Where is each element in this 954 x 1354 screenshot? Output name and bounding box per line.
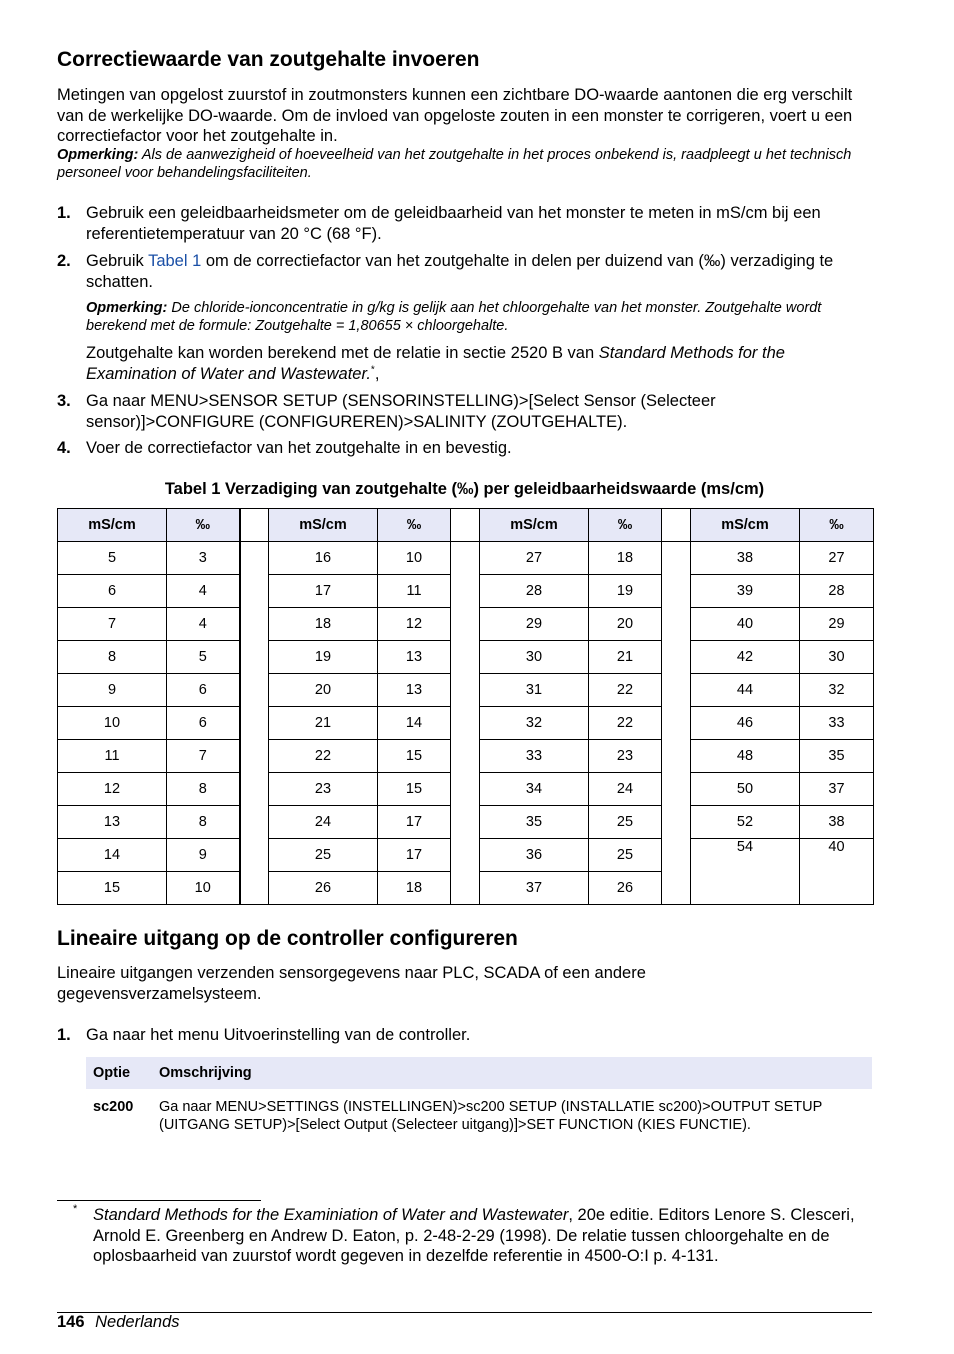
table-gap [662, 542, 691, 575]
table-header-row [58, 509, 874, 542]
cell-ms: 42 [691, 641, 800, 674]
table-gap [451, 608, 480, 641]
cell-ms: 28 [480, 575, 589, 608]
cell-permille: 25 [589, 806, 662, 839]
table-gap [451, 641, 480, 674]
cell-ms: 50 [691, 773, 800, 806]
cell-permille: 23 [589, 740, 662, 773]
step-text: Voer de correctiefactor van het zoutgehalte in en bevestig. [86, 439, 512, 457]
cell-permille: 4 [167, 608, 240, 641]
cell-ms: 46 [691, 707, 800, 740]
footnote-ref[interactable]: * [370, 364, 375, 375]
cell-permille: 26 [589, 872, 662, 905]
table-gap [240, 641, 269, 674]
linear-output-intro: Lineaire uitgangen verzenden sensorgegevens naar PLC, SCADA of een andere gegevensverzamelsysteem. [57, 964, 646, 1003]
cell-ms: 37 [480, 872, 589, 905]
cell-permille: 30 [800, 641, 874, 674]
cell-permille: 22 [589, 674, 662, 707]
step-3 [57, 391, 872, 432]
cell-ms: 17 [269, 575, 378, 608]
note-label: Opmerking: [86, 300, 168, 316]
table-gap [240, 575, 269, 608]
cell-ms: 6 [58, 575, 167, 608]
cell-permille: 20 [589, 608, 662, 641]
cell-permille: 19 [589, 575, 662, 608]
col-header-permille: ‰ [800, 509, 874, 542]
col-header-ms: mS/cm [58, 509, 167, 542]
table-gap [662, 839, 691, 872]
linear-step-1 [57, 1025, 872, 1046]
table-row [58, 773, 874, 806]
cell-permille: 6 [167, 674, 240, 707]
cell-ms: 34 [480, 773, 589, 806]
options-table [86, 1057, 872, 1140]
step-number: 2. [57, 252, 71, 270]
cell-permille: 8 [167, 773, 240, 806]
cell-ms: 26 [269, 872, 378, 905]
cell-permille: 13 [378, 641, 451, 674]
table-gap [240, 707, 269, 740]
note-text: De chloride-ionconcentratie in g/kg is gelijk aan het chloorgehalte van het monster. Zoutgehalte wordt berekend met de formule: Zoutgehalte = 1,80655 × chloorgehalte. [86, 300, 822, 334]
step-number: 1. [57, 1026, 71, 1044]
cell-ms: 20 [269, 674, 378, 707]
cell-ms: 8 [58, 641, 167, 674]
cell-permille: 38 [800, 806, 874, 839]
table-gap [240, 542, 269, 575]
cell-permille: 8 [167, 806, 240, 839]
table-1-link[interactable]: Tabel 1 [148, 252, 202, 270]
cell-ms: 16 [269, 542, 378, 575]
cell-permille: 17 [378, 839, 451, 872]
cell-ms: 18 [269, 608, 378, 641]
table-gap [240, 773, 269, 806]
cell-ms: 52 [691, 806, 800, 839]
table-row [58, 608, 874, 641]
extra-trailing: , [374, 364, 380, 383]
table-1-caption: Tabel 1 Verzadiging van zoutgehalte (‰) per geleidbaarheidswaarde (ms/cm) [164, 480, 765, 498]
cell-ms: 12 [58, 773, 167, 806]
cell-ms: 24 [269, 806, 378, 839]
cell-permille: 37 [800, 773, 874, 806]
table-gap [240, 608, 269, 641]
step-number: 3. [57, 392, 71, 410]
step-1 [57, 203, 872, 244]
cell-permille: 40 [800, 839, 874, 872]
table-gap [451, 674, 480, 707]
cell-ms: 19 [269, 641, 378, 674]
table-gap [662, 608, 691, 641]
table-row [58, 740, 874, 773]
table-gap [451, 542, 480, 575]
cell-permille: 32 [800, 674, 874, 707]
section-heading-linear-output: Lineaire uitgang op de controller configureren [57, 927, 518, 950]
cell-permille: 22 [589, 707, 662, 740]
cell-permille: 12 [378, 608, 451, 641]
options-header-row [86, 1057, 872, 1089]
footnote-divider [57, 1200, 261, 1201]
cell-ms: 25 [269, 839, 378, 872]
cell-ms: 14 [58, 839, 167, 872]
cell-ms: 33 [480, 740, 589, 773]
col-header-ms: mS/cm [269, 509, 378, 542]
cell-permille [800, 872, 874, 905]
cell-ms: 44 [691, 674, 800, 707]
cell-permille: 24 [589, 773, 662, 806]
cell-permille: 3 [167, 542, 240, 575]
cell-permille: 15 [378, 773, 451, 806]
table-gap [240, 839, 269, 872]
step-text: Ga naar het menu Uitvoerinstelling van de controller. [86, 1026, 471, 1044]
col-header-permille: ‰ [589, 509, 662, 542]
cell-ms: 7 [58, 608, 167, 641]
step2-note [86, 299, 872, 335]
table-row [58, 707, 874, 740]
table-gap [451, 707, 480, 740]
note-label: Opmerking: [57, 147, 139, 163]
table-row [58, 872, 874, 905]
cell-ms: 10 [58, 707, 167, 740]
cell-ms: 11 [58, 740, 167, 773]
table-gap [451, 806, 480, 839]
table-gap [451, 872, 480, 905]
cell-ms [691, 872, 800, 905]
table-gap [240, 674, 269, 707]
cell-ms: 35 [480, 806, 589, 839]
salinity-note [57, 146, 872, 182]
cell-ms: 54 [691, 839, 800, 872]
step-4 [57, 438, 872, 459]
step-number: 4. [57, 439, 71, 457]
cell-permille: 11 [378, 575, 451, 608]
cell-ms: 29 [480, 608, 589, 641]
salinity-intro: Metingen van opgelost zuurstof in zoutmonsters kunnen een zichtbare DO-waarde aantonen die erg verschilt van de werkelijke DO-waarde. Om de invloed van opgeloste zouten in een monster te corrigeren, voert u een correctiefactor voor het zoutgehalte in. [57, 86, 853, 145]
step2-extra [86, 343, 872, 384]
option-name: sc200 [93, 1099, 134, 1115]
table-gap [451, 839, 480, 872]
table-gap [662, 707, 691, 740]
step-number: 1. [57, 204, 71, 222]
footnote-title: Standard Methods for the Examiniation of Water and Wastewater [93, 1206, 569, 1224]
cell-permille: 33 [800, 707, 874, 740]
note-text: Als de aanwezigheid of hoeveelheid van het zoutgehalte in het proces onbekend is, raadpleegt u het technisch personeel voor behandelingsfaciliteiten. [57, 147, 852, 181]
options-col-description: Omschrijving [152, 1057, 872, 1089]
table-gap [662, 740, 691, 773]
footnote-mark: * [73, 1203, 78, 1215]
options-col-option: Optie [86, 1057, 152, 1089]
cell-ms: 39 [691, 575, 800, 608]
cell-ms: 32 [480, 707, 589, 740]
option-description: Ga naar MENU>SETTINGS (INSTELLINGEN)>sc200 SETUP (INSTALLATIE sc200)>OUTPUT SETUP (UITGANG SETUP)>[Select Output (Selecteer uitgang)]>SET FUNCTION (KIES FUNCTIE). [159, 1099, 823, 1133]
cell-ms: 23 [269, 773, 378, 806]
step-text: Gebruik een geleidbaarheidsmeter om de geleidbaarheid van het monster te meten in mS/cm bij een referentietemperatuur van 20 °C (68 °F). [86, 204, 821, 243]
table-gap [451, 575, 480, 608]
cell-permille: 29 [800, 608, 874, 641]
cell-ms: 27 [480, 542, 589, 575]
table-gap [662, 773, 691, 806]
step-text-after: om de correctiefactor van het zoutgehalte in delen per duizend van (‰) verzadiging te schatten. [86, 252, 834, 291]
table-gap [662, 575, 691, 608]
table-row [58, 575, 874, 608]
table-row [58, 839, 874, 872]
table-row [58, 674, 874, 707]
col-header-ms: mS/cm [480, 509, 589, 542]
cell-permille: 9 [167, 839, 240, 872]
table-gap [240, 872, 269, 905]
cell-permille: 10 [378, 542, 451, 575]
cell-ms: 22 [269, 740, 378, 773]
cell-permille: 10 [167, 872, 240, 905]
table-row [58, 806, 874, 839]
table-row [58, 542, 874, 575]
cell-permille: 18 [589, 542, 662, 575]
table-gap [662, 872, 691, 905]
cell-permille: 15 [378, 740, 451, 773]
cell-permille: 14 [378, 707, 451, 740]
cell-ms: 13 [58, 806, 167, 839]
footnote-text [93, 1205, 873, 1267]
cell-ms: 5 [58, 542, 167, 575]
cell-permille: 27 [800, 542, 874, 575]
page-number: 146 [57, 1313, 85, 1331]
cell-ms: 30 [480, 641, 589, 674]
cell-ms: 48 [691, 740, 800, 773]
cell-permille: 13 [378, 674, 451, 707]
table-gap [451, 509, 480, 542]
section-heading-salinity: Correctiewaarde van zoutgehalte invoeren [57, 48, 480, 71]
step-text: Ga naar MENU>SENSOR SETUP (SENSORINSTELLING)>[Select Sensor (Selecteer sensor)]>CONFIGURE (CONFIGUREREN)>SALINITY (ZOUTGEHALTE). [86, 392, 716, 431]
table-gap [451, 773, 480, 806]
extra-text: Zoutgehalte kan worden berekend met de relatie in sectie 2520 B van [86, 344, 599, 362]
cell-permille: 17 [378, 806, 451, 839]
cell-permille: 6 [167, 707, 240, 740]
cell-ms: 36 [480, 839, 589, 872]
step-text-before: Gebruik [86, 252, 149, 270]
table-gap [240, 806, 269, 839]
cell-ms: 21 [269, 707, 378, 740]
cell-permille: 18 [378, 872, 451, 905]
col-header-permille: ‰ [378, 509, 451, 542]
cell-permille: 28 [800, 575, 874, 608]
cell-ms: 38 [691, 542, 800, 575]
cell-permille: 21 [589, 641, 662, 674]
table-row [58, 641, 874, 674]
cell-permille: 4 [167, 575, 240, 608]
col-header-ms: mS/cm [691, 509, 800, 542]
cell-ms: 15 [58, 872, 167, 905]
page-footer [57, 1313, 180, 1332]
cell-permille: 7 [167, 740, 240, 773]
table-gap [451, 740, 480, 773]
options-row [86, 1089, 872, 1140]
salinity-table [57, 508, 874, 905]
table-gap [662, 674, 691, 707]
cell-permille: 5 [167, 641, 240, 674]
table-gap [240, 740, 269, 773]
cell-permille: 25 [589, 839, 662, 872]
col-header-permille: ‰ [167, 509, 240, 542]
table-gap [240, 509, 269, 542]
extra-title: Standard Methods for the Examination of Water and Wastewater. [86, 344, 785, 383]
step-2 [57, 251, 872, 292]
cell-ms: 31 [480, 674, 589, 707]
footnote-body: , 20e editie. Editors Lenore S. Clesceri, Arnold E. Greenberg en Andrew D. Eaton, p. 2-48-2-29 (1998). De relatie tussen chloorgehalte en de oplosbaarheid van zuurstof wordt gegeven in dezelfde referentie in 4500-O:I p. 4-131. [93, 1206, 855, 1265]
table-gap [662, 641, 691, 674]
footer-language: Nederlands [95, 1313, 180, 1331]
table-gap [662, 806, 691, 839]
cell-ms: 9 [58, 674, 167, 707]
cell-permille: 35 [800, 740, 874, 773]
cell-ms: 40 [691, 608, 800, 641]
table-gap [662, 509, 691, 542]
